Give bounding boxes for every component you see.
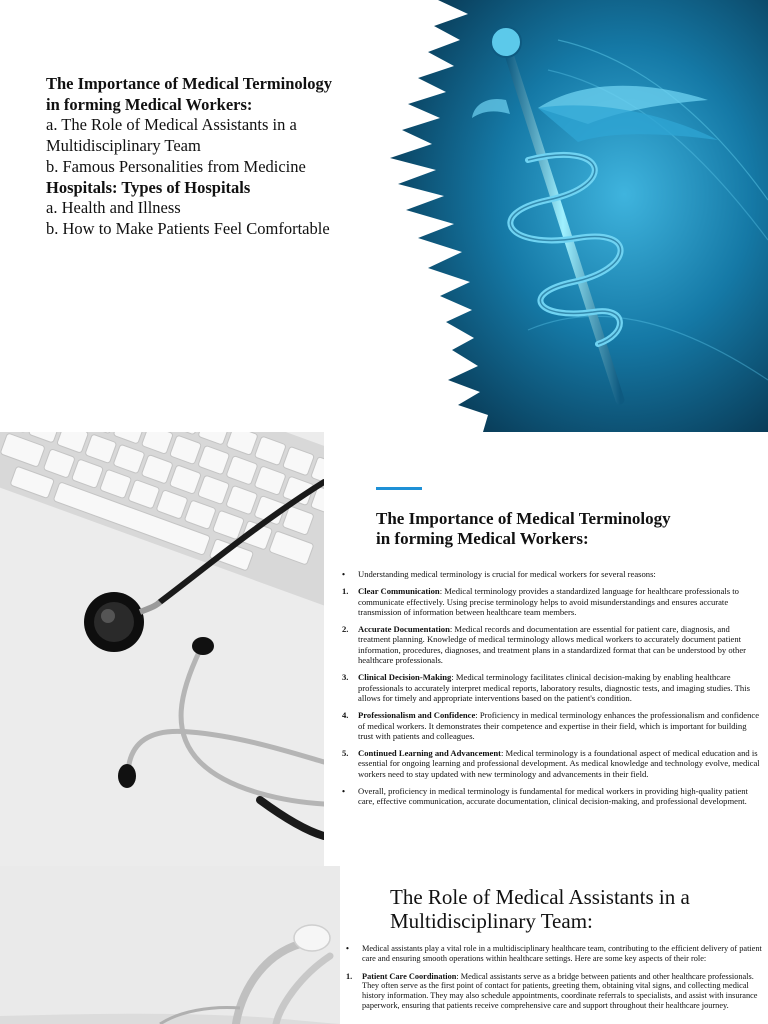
list-term: Clear Communication — [358, 586, 440, 597]
list-term: Accurate Documentation — [358, 624, 450, 635]
list-text: : Medical assistants serve as a bridge between patients and other healthcare professionals. They often serve as the first point of contact for patients, greeting them, obtaining vital signs, and collecting medical history information. They may also schedule appointments, coordinate referrals to specialists, and assist with insurance paperwork, ensuring that patients receive comprehensive care and support throughout their healthcare journey. — [362, 971, 758, 1010]
toc-item: a. The Role of Medical Assistants in a Multidisciplinary Team — [46, 115, 297, 156]
slide-title: The Importance of Medical Terminology in forming Medical Workers: — [376, 509, 671, 548]
bullet-icon: • — [346, 944, 349, 953]
list-item — [346, 944, 762, 964]
slide-body — [346, 944, 762, 1019]
stethoscope-keyboard-photo — [0, 432, 324, 866]
list-number: 5. — [342, 748, 349, 759]
slide-3 — [0, 866, 768, 1024]
list-item — [346, 972, 762, 1011]
toc-heading: Hospitals: Types of Hospitals — [46, 177, 251, 197]
toc-item: a. Health and Illness — [46, 198, 181, 218]
list-item — [342, 672, 762, 703]
list-number: 1. — [342, 586, 349, 597]
slide-title: The Role of Medical Assistants in a Multidisciplinary Team: — [390, 885, 690, 933]
stethoscope-photo — [0, 866, 340, 1024]
list-term: Patient Care Coordination — [362, 971, 457, 981]
list-text: : Medical terminology provides a standardized language for healthcare professionals to communicate effectively. Using precise terminology helps to avoid misunderstandings and ensures accurate transmission of information between healthcare team members. — [358, 586, 739, 617]
slide-body — [342, 569, 762, 814]
toc-item: b. How to Make Patients Feel Comfortable — [46, 218, 330, 238]
list-number: 1. — [346, 971, 353, 981]
list-item — [342, 586, 762, 617]
list-number: 3. — [342, 672, 349, 683]
list-item — [342, 710, 762, 741]
toc-item: b. Famous Personalities from Medicine — [46, 156, 306, 176]
list-text: : Medical records and documentation are essential for patient care, diagnosis, and treatment planning. Knowledge of medical terminology allows medical workers to accurately document patient information, procedures, diagnoses, and treatment plans in a standardized format that can be understood by other healthcare professionals. — [358, 624, 747, 666]
list-number: 2. — [342, 624, 349, 635]
bullet-icon: • — [342, 786, 346, 797]
slide-1 — [0, 0, 768, 432]
caduceus-icon — [388, 0, 768, 432]
list-term: Continued Learning and Advancement — [358, 748, 502, 759]
list-item — [342, 569, 762, 579]
table-of-contents — [46, 74, 346, 240]
intro-text: Medical assistants play a vital role in a multidisciplinary healthcare team, contributing to the efficient delivery of patient care and ensuring smooth operations within healthcare settings. Here are some key aspects of their role: — [362, 944, 762, 963]
list-text: : Medical terminology is a foundational aspect of medical education and is essential for ongoing learning and professional development. As medical knowledge and technology evolve, medical workers need to stay updated with new terminology and advancements in their field. — [358, 748, 760, 779]
intro-text: Understanding medical terminology is crucial for medical workers for several reasons: — [358, 569, 656, 579]
list-item — [342, 748, 762, 779]
list-text: : Proficiency in medical terminology enhances the professionalism and confidence of medical workers. It demonstrates their competence and expertise in their field, which is important for building trust with patients and colleagues. — [358, 710, 760, 741]
list-item — [342, 786, 762, 807]
list-item — [342, 624, 762, 665]
toc-heading: The Importance of Medical Terminology in forming Medical Workers: — [46, 74, 332, 114]
conclusion-text: Overall, proficiency in medical terminology is fundamental for medical workers in providing high-quality patient care, effective communication, accurate documentation, clinical decision-making, and professional development. — [358, 786, 748, 807]
accent-line — [376, 487, 422, 490]
list-term: Clinical Decision-Making — [358, 672, 452, 683]
list-text: : Medical terminology facilitates clinical decision-making by enabling healthcare professionals to accurately interpret medical reports, laboratory results, diagnostic tests, and imaging studies. This allows for timely and appropriate interventions based on the patient's condition. — [358, 672, 750, 703]
slide-2 — [0, 432, 768, 866]
bullet-icon: • — [342, 569, 346, 579]
list-number: 4. — [342, 710, 349, 721]
list-term: Professionalism and Confidence — [358, 710, 476, 721]
